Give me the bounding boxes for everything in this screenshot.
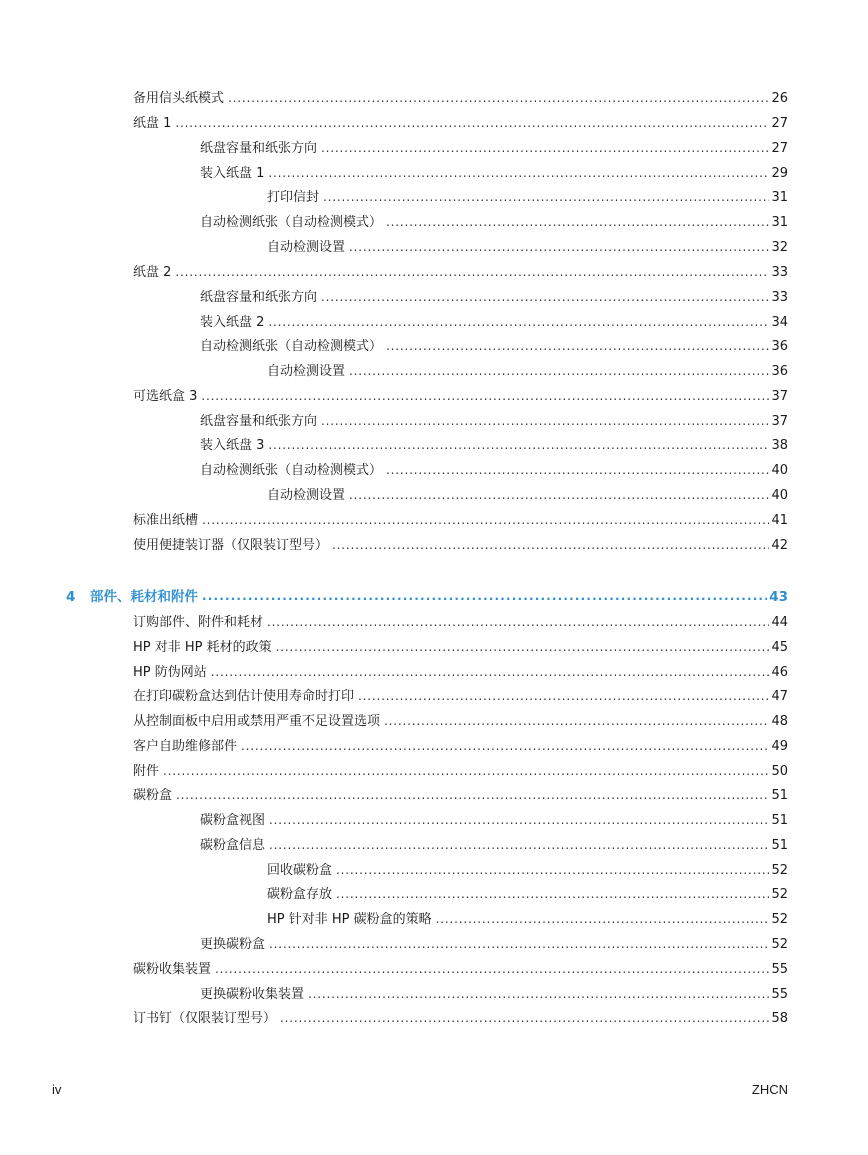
toc-entry[interactable]: [133, 260, 788, 282]
toc-entry-title: 碳粉收集装置: [133, 962, 212, 977]
toc-entry[interactable]: [200, 136, 788, 158]
toc-entry-page: 27: [771, 141, 788, 156]
dot-leader: [215, 960, 769, 978]
dot-leader: [321, 288, 769, 306]
toc-entry-title: 客户自助维修部件: [133, 739, 238, 754]
toc-entry-page: 33: [771, 290, 788, 305]
toc-entry-page: 40: [771, 463, 788, 478]
toc-entry-title: 纸盘容量和纸张方向: [200, 141, 318, 156]
toc-entry-title: 碳粉盒信息: [200, 838, 266, 853]
dot-leader: [269, 836, 769, 854]
dot-leader: [349, 238, 769, 256]
toc-entry[interactable]: [133, 384, 788, 406]
toc-entry-title: 自动检测设置: [267, 364, 346, 379]
toc-entry[interactable]: [267, 907, 788, 929]
dot-leader: [269, 811, 769, 829]
toc-entry-title: 可选纸盒 3: [133, 389, 198, 404]
toc-entry-page: 34: [771, 315, 788, 330]
dot-leader: [280, 1009, 769, 1027]
dot-leader: [436, 910, 770, 928]
toc-entry-title: 纸盘 2: [133, 265, 172, 280]
toc-entry-title: 装入纸盘 3: [200, 438, 265, 453]
toc-entry[interactable]: [200, 210, 788, 232]
toc-entry-title: 纸盘容量和纸张方向: [200, 290, 318, 305]
dot-leader: [268, 164, 769, 182]
toc-entry-title: 自动检测设置: [267, 488, 346, 503]
toc-entry-title: 备用信头纸模式: [133, 91, 225, 106]
toc-entry-title: 自动检测纸张（自动检测模式）: [200, 339, 383, 354]
toc-entry-title: 更换碳粉盒: [200, 937, 266, 952]
toc-entry-title: 在打印碳粉盒达到估计使用寿命时打印: [133, 689, 355, 704]
toc-entry[interactable]: [267, 235, 788, 257]
toc-entry[interactable]: [267, 359, 788, 381]
dot-leader: [175, 114, 769, 132]
toc-entry-title: 碳粉盒: [133, 788, 173, 803]
dot-leader: [336, 861, 769, 879]
dot-leader: [241, 737, 769, 755]
toc-entry-page: 38: [771, 438, 788, 453]
toc-entry-title: 从控制面板中启用或禁用严重不足设置选项: [133, 714, 381, 729]
dot-leader: [332, 536, 769, 554]
toc-entry[interactable]: [133, 111, 788, 133]
toc-entry[interactable]: [133, 635, 788, 657]
toc-entry-page: 43: [769, 589, 788, 605]
toc-entry-title: 自动检测设置: [267, 240, 346, 255]
toc-entry-title: 订购部件、附件和耗材: [133, 615, 264, 630]
toc-entry-page: 42: [771, 538, 788, 553]
toc-entry[interactable]: [133, 1006, 788, 1028]
toc-chapter-title: [66, 588, 202, 606]
toc-entry[interactable]: [133, 660, 788, 682]
toc-entry-page: 31: [771, 190, 788, 205]
toc-entry[interactable]: [200, 458, 788, 480]
toc-entry-page: 26: [771, 91, 788, 106]
toc-entry-page: 51: [771, 813, 788, 828]
toc-entry[interactable]: [133, 86, 788, 108]
toc-entry-page: 45: [771, 640, 788, 655]
footer-page-number: iv: [52, 1082, 62, 1097]
toc-entry[interactable]: [133, 783, 788, 805]
dot-leader: [163, 762, 769, 780]
toc-entry[interactable]: [133, 957, 788, 979]
toc-entry-page: 55: [771, 987, 788, 1002]
toc-entry-title: 标准出纸槽: [133, 513, 199, 528]
toc-chapter-heading[interactable]: [66, 584, 788, 606]
toc-entry-page: 29: [771, 166, 788, 181]
toc-entry[interactable]: [200, 833, 788, 855]
toc-entry-title: HP 针对非 HP 碳粉盒的策略: [267, 912, 432, 927]
toc-entry-title: 装入纸盘 2: [200, 315, 265, 330]
dot-leader: [349, 362, 769, 380]
toc-entry[interactable]: [133, 734, 788, 756]
toc-entry-page: 47: [771, 689, 788, 704]
toc-entry-page: 36: [771, 364, 788, 379]
dot-leader: [202, 587, 767, 605]
toc-entry[interactable]: [133, 709, 788, 731]
dot-leader: [211, 663, 770, 681]
toc-entry[interactable]: [133, 759, 788, 781]
dot-leader: [386, 337, 769, 355]
toc-entry-title: 打印信封: [267, 190, 320, 205]
toc-entry[interactable]: [200, 932, 788, 954]
dot-leader: [336, 885, 769, 903]
dot-leader: [323, 188, 769, 206]
toc-entry-page: 58: [771, 1011, 788, 1026]
dot-leader: [358, 687, 769, 705]
toc-entry-title: 装入纸盘 1: [200, 166, 265, 181]
toc-entry[interactable]: [200, 161, 788, 183]
dot-leader: [269, 935, 769, 953]
toc-entry[interactable]: [267, 858, 788, 880]
toc-entry-page: 50: [771, 764, 788, 779]
toc-entry-page: 37: [771, 389, 788, 404]
toc-entry[interactable]: [200, 334, 788, 356]
toc-entry[interactable]: [200, 433, 788, 455]
dot-leader: [267, 613, 769, 631]
toc-entry-page: 32: [771, 240, 788, 255]
dot-leader: [386, 213, 769, 231]
dot-leader: [321, 139, 769, 157]
toc-entry[interactable]: [267, 483, 788, 505]
footer-locale: ZHCN: [751, 1082, 788, 1097]
dot-leader: [202, 511, 769, 529]
toc-entry[interactable]: [267, 185, 788, 207]
dot-leader: [175, 263, 769, 281]
toc-entry[interactable]: [200, 808, 788, 830]
dot-leader: [308, 985, 769, 1003]
toc-entry-title: HP 防伪网站: [133, 665, 207, 680]
toc-entry-title: 纸盘 1: [133, 116, 172, 131]
toc-entry[interactable]: [200, 982, 788, 1004]
dot-leader: [276, 638, 770, 656]
dot-leader: [201, 387, 769, 405]
toc-entry-title: 订书钉（仅限装订型号）: [133, 1011, 277, 1026]
dot-leader: [321, 412, 769, 430]
toc-entry-title: HP 对非 HP 耗材的政策: [133, 640, 272, 655]
dot-leader: [228, 89, 769, 107]
toc-entry-title: 回收碳粉盒: [267, 863, 333, 878]
dot-leader: [386, 461, 769, 479]
toc-entry-title: 使用便捷装订器（仅限装订型号）: [133, 538, 329, 553]
chapter-title: 部件、耗材和附件: [90, 589, 198, 605]
toc-entry-page: 31: [771, 215, 788, 230]
toc-entry-page: 52: [771, 887, 788, 902]
toc-entry-page: 48: [771, 714, 788, 729]
toc-entry-page: 49: [771, 739, 788, 754]
toc-entry-page: 41: [771, 513, 788, 528]
toc-entry-title: 自动检测纸张（自动检测模式）: [200, 215, 383, 230]
toc-entry[interactable]: [133, 508, 788, 530]
toc-entry-title: 更换碳粉收集装置: [200, 987, 305, 1002]
toc-entry-page: 52: [771, 863, 788, 878]
toc-entry-page: 44: [771, 615, 788, 630]
toc-entry-page: 52: [771, 912, 788, 927]
dot-leader: [176, 786, 769, 804]
toc-entry-page: 46: [771, 665, 788, 680]
toc-entry-page: 27: [771, 116, 788, 131]
toc-entry-title: 附件: [133, 764, 160, 779]
toc-entry-page: 33: [771, 265, 788, 280]
toc-entry-page: 55: [771, 962, 788, 977]
chapter-number: 4: [66, 589, 76, 605]
toc-entry[interactable]: [200, 310, 788, 332]
toc-entry-page: 51: [771, 788, 788, 803]
toc-entry-page: 40: [771, 488, 788, 503]
toc-entry-page: 51: [771, 838, 788, 853]
toc-entry[interactable]: [267, 882, 788, 904]
dot-leader: [268, 436, 769, 454]
toc-entry-title: 纸盘容量和纸张方向: [200, 414, 318, 429]
toc-entry[interactable]: [133, 533, 788, 555]
toc-entry[interactable]: [200, 285, 788, 307]
toc-entry[interactable]: [200, 409, 788, 431]
toc-entry-title: 自动检测纸张（自动检测模式）: [200, 463, 383, 478]
toc-entry[interactable]: [133, 610, 788, 632]
toc-entry-title: 碳粉盒视图: [200, 813, 266, 828]
dot-leader: [268, 313, 769, 331]
toc-entry-page: 52: [771, 937, 788, 952]
dot-leader: [349, 486, 769, 504]
dot-leader: [384, 712, 769, 730]
toc-entry-page: 36: [771, 339, 788, 354]
toc-entry-page: 37: [771, 414, 788, 429]
toc-entry[interactable]: [133, 684, 788, 706]
toc-entry-title: 碳粉盒存放: [267, 887, 333, 902]
